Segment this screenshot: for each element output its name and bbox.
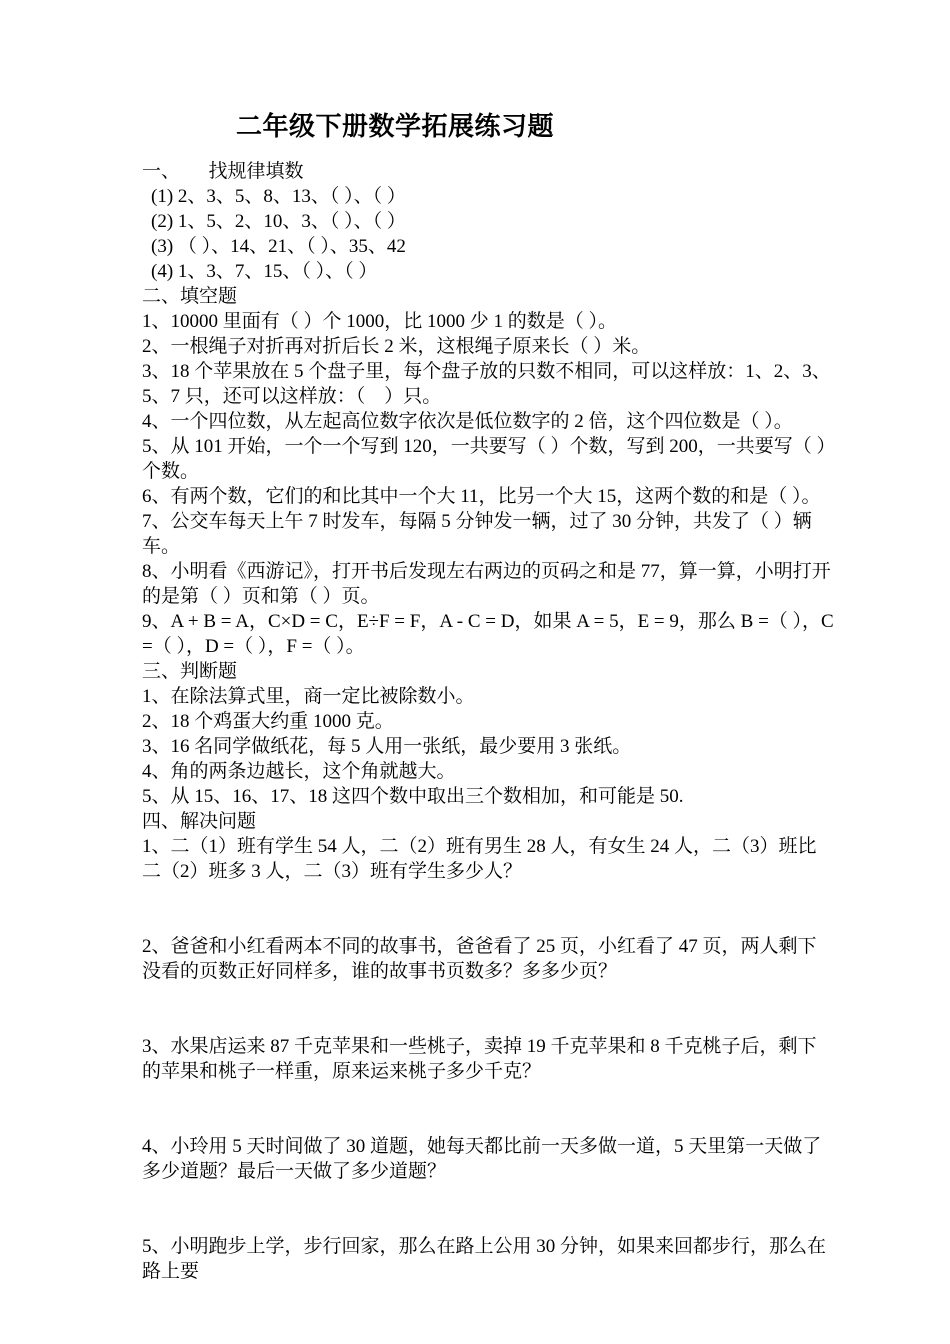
question-item: 4、角的两条边越长，这个角就越大。 [142,761,456,782]
question-item: 5、从 15、16、17、18 这四个数中取出三个数相加，和可能是 50. [142,786,684,807]
question-item: 2、一根绳子对折再对折后长 2 米，这根绳子原来长（ ）米。 [142,336,651,357]
section-heading: 三、判断题 [142,661,238,682]
question-item: 3、水果店运来 87 千克苹果和一些桃子，卖掉 19 千克苹果和 8 千克桃子后，剩下的苹果和桃子一样重，原来运来桃子多少千克？ [142,1036,817,1082]
question-item: 8、小明看《西游记》，打开书后发现左右两边的页码之和是 77，算一算，小明打开的是第（ ）页和第（ ）页。 [142,561,831,607]
section-heading: 一、 找规律填数 [142,161,304,182]
question-item: 1、二（1）班有学生 54 人，二（2）班有男生 28 人，有女生 24 人，二（3）班比二（2）班多 3 人，二（3）班有学生多少人？ [142,836,817,882]
question-item: 5、小明跑步上学，步行回家，那么在路上公用 30 分钟，如果来回都步行，那么在路上要 [142,1236,827,1282]
question-item: (2) 1、5、2、10、3、（ ）、（ ） [151,211,406,232]
section-heading: 二、填空题 [142,286,238,307]
worksheet-content [142,159,834,1284]
question-item: 7、公交车每天上午 7 时发车，每隔 5 分钟发一辆，过了 30 分钟，共发了（ ）辆车。 [142,511,812,557]
question-item: 9、A + B = A，C×D = C，E÷F = F，A - C = D，如果 A = 5，E = 9，那么 B =（ ），C =（ ），D =（ ），F =（ ）。 [142,611,834,657]
question-item: 2、爸爸和小红看两本不同的故事书，爸爸看了 25 页，小红看了 47 页，两人剩下没看的页数正好同样多，谁的故事书页数多？多多少页？ [142,936,817,982]
question-item: (4) 1、3、7、15、（ ）、（ ） [151,261,378,282]
question-item: 5、从 101 开始，一个一个写到 120，一共要写（ ）个数，写到 200，一共要写（ ）个数。 [142,436,827,482]
question-item: (1) 2、3、5、8、13、（ ）、（ ） [151,186,406,207]
page-title: 二年级下册数学拓展练习题 [236,112,555,141]
question-item: 1、在除法算式里，商一定比被除数小。 [142,686,475,707]
question-item: 6、有两个数，它们的和比其中一个大 11，比另一个大 15，这两个数的和是（ ）。 [142,486,821,507]
question-item: 2、18 个鸡蛋大约重 1000 克。 [142,711,394,732]
question-item: 3、16 名同学做纸花，每 5 人用一张纸，最少要用 3 张纸。 [142,736,632,757]
question-item: (3) （ ）、14、21、（ ）、35、42 [151,236,406,257]
question-item: 4、一个四位数，从左起高位数字依次是低位数字的 2 倍，这个四位数是（ ）。 [142,411,793,432]
question-item: 4、小玲用 5 天时间做了 30 道题，她每天都比前一天多做一道，5 天里第一天做了多少道题？最后一天做了多少道题？ [142,1136,822,1182]
question-item: 1、10000 里面有（ ）个 1000，比 1000 少 1 的数是（ ）。 [142,311,618,332]
question-item: 3、18 个苹果放在 5 个盘子里，每个盘子放的只数不相同，可以这样放：1、2、3、5、7 只，还可以这样放：（ ）只。 [142,361,831,407]
section-heading: 四、解决问题 [142,811,257,832]
